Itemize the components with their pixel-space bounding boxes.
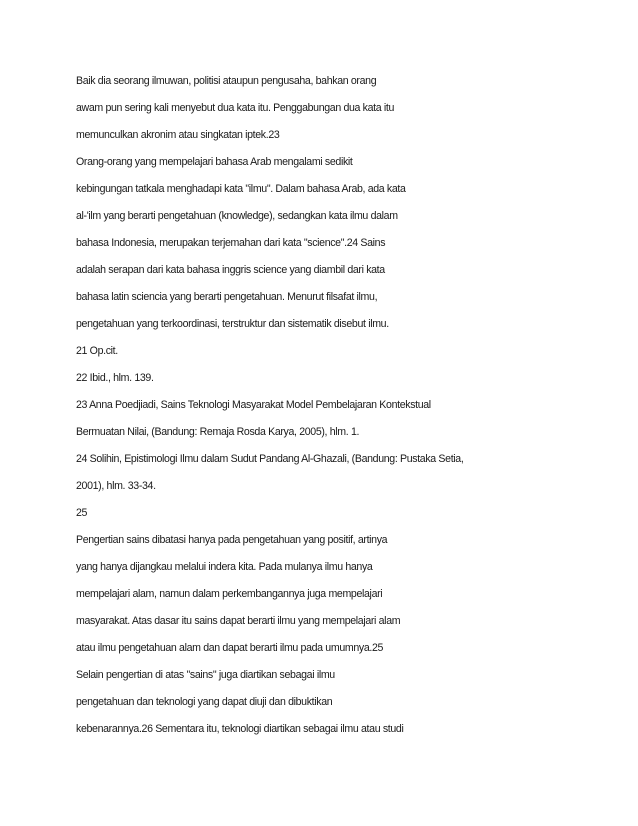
text-line: bahasa Indonesia, merupakan terjemahan dari kata "science".24 Sains: [76, 237, 386, 249]
text-line: mempelajari alam, namun dalam perkembangannya juga mempelajari: [76, 588, 383, 600]
text-line: al-'ilm yang berarti pengetahuan (knowledge), sedangkan kata ilmu dalam: [76, 210, 398, 222]
footnote-line: 24 Solihin, Epistimologi Ilmu dalam Sudut Pandang Al-Ghazali, (Bandung: Pustaka Setia,: [76, 453, 464, 465]
text-line: masyarakat. Atas dasar itu sains dapat berarti ilmu yang mempelajari alam: [76, 615, 401, 627]
page-number: 25: [76, 507, 88, 519]
text-line: bahasa latin sciencia yang berarti pengetahuan. Menurut filsafat ilmu,: [76, 291, 378, 303]
text-line: Baik dia seorang ilmuwan, politisi ataupun pengusaha, bahkan orang: [76, 75, 377, 87]
text-line: Pengertian sains dibatasi hanya pada pengetahuan yang positif, artinya: [76, 534, 388, 546]
text-line: kebingungan tatkala menghadapi kata "ilmu". Dalam bahasa Arab, ada kata: [76, 183, 406, 195]
footnote-line: 23 Anna Poedjiadi, Sains Teknologi Masyarakat Model Pembelajaran Kontekstual: [76, 399, 431, 411]
text-line: Orang-orang yang mempelajari bahasa Arab mengalami sedikit: [76, 156, 353, 168]
text-line: pengetahuan yang terkoordinasi, terstruktur dan sistematik disebut ilmu.: [76, 318, 389, 330]
text-line: kebenarannya.26 Sementara itu, teknologi diartikan sebagai ilmu atau studi: [76, 723, 404, 735]
text-line: yang hanya dijangkau melalui indera kita. Pada mulanya ilmu hanya: [76, 561, 373, 573]
footnote-line: 2001), hlm. 33-34.: [76, 480, 156, 492]
footnote-line: 21 Op.cit.: [76, 345, 118, 357]
text-line: pengetahuan dan teknologi yang dapat diuji dan dibuktikan: [76, 696, 333, 708]
text-line: memunculkan akronim atau singkatan iptek.23: [76, 129, 280, 141]
text-line: awam pun sering kali menyebut dua kata itu. Penggabungan dua kata itu: [76, 102, 395, 114]
text-line: atau ilmu pengetahuan alam dan dapat berarti ilmu pada umumnya.25: [76, 642, 384, 654]
footnote-line: Bermuatan Nilai, (Bandung: Remaja Rosda Karya, 2005), hlm. 1.: [76, 426, 360, 438]
text-line: Selain pengertian di atas "sains" juga diartikan sebagai ilmu: [76, 669, 335, 681]
text-line: adalah serapan dari kata bahasa inggris science yang diambil dari kata: [76, 264, 385, 276]
footnote-line: 22 Ibid., hlm. 139.: [76, 372, 154, 384]
